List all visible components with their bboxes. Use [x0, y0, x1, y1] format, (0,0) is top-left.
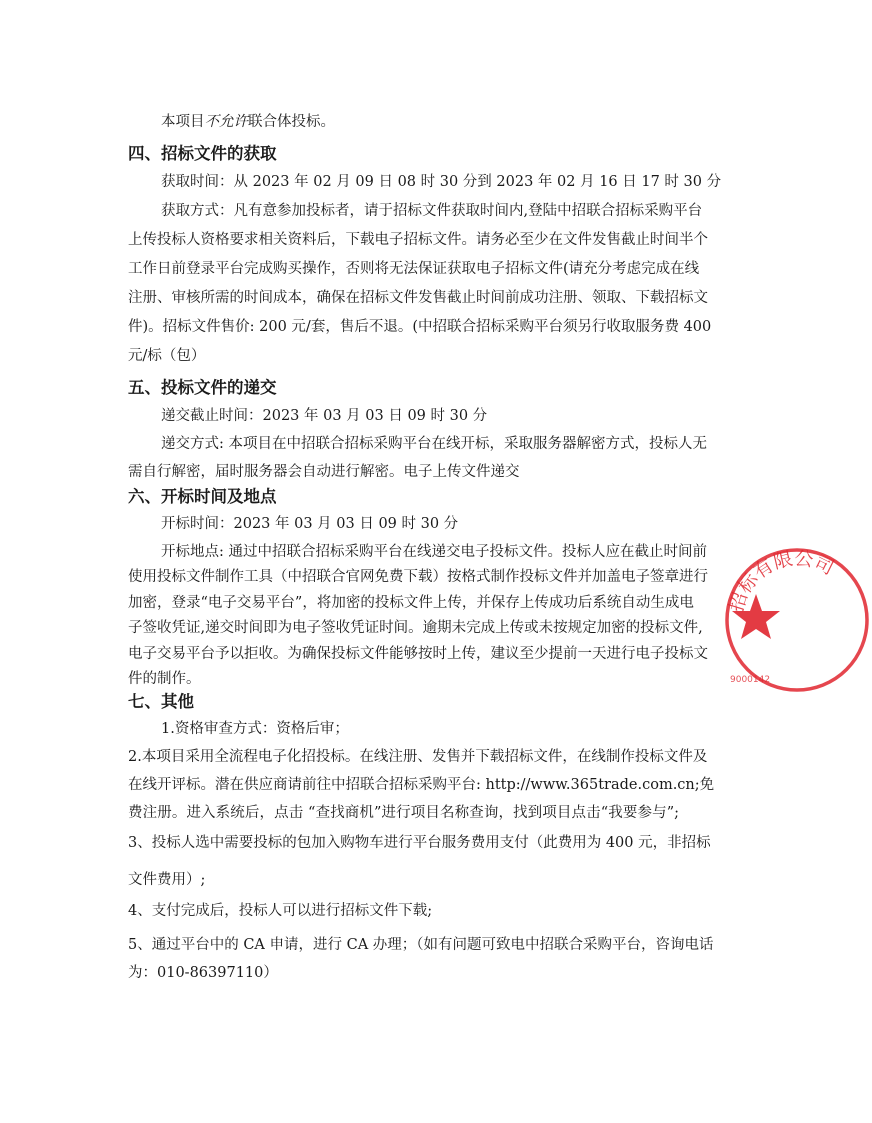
section-6-heading: 六、开标时间及地点: [128, 487, 277, 506]
company-seal: [722, 545, 838, 695]
section-7-item-1: 1.资格审查方式：资格后审；: [161, 721, 349, 737]
section-7-item-3-line: 文件费用）;: [128, 872, 206, 888]
section-6-place-line: 使用投标文件制作工具（中招联合官网免费下载）按格式制作投标文件并加盖电子签章进行: [128, 569, 708, 585]
section-7-item-5-line: 为：010-86397110）: [128, 965, 278, 981]
seal-number: 9000142: [730, 675, 771, 685]
section-7-item-3-line: 3、投标人选中需要投标的包加入购物车进行平台服务费用支付（此费用为 400 元，非招标: [128, 835, 711, 851]
section-4-method-line: 工作日前登录平台完成购买操作，否则将无法保证获取电子招标文件(请充分考虑完成在线: [128, 261, 700, 277]
section-4-method-line: 获取方式：凡有意参加投标者，请于招标文件获取时间内,登陆中招联合招标采购平台: [161, 203, 703, 219]
section-4-heading: 四、招标文件的获取: [128, 144, 277, 163]
section-4-method-line: 元/标（包）: [128, 348, 206, 364]
section-4-time-line: 获取时间：从 2023 年 02 月 09 日 08 时 30 分到 2023 年 02 月 16 日 17 时 30 分: [161, 174, 722, 190]
section-6-place-line: 件的制作。: [128, 671, 201, 687]
section-6-place-line: 开标地点: 通过中招联合招标采购平台在线递交电子投标文件。投标人应在截止时间前: [161, 544, 707, 560]
section-6-place-line: 电子交易平台予以拒收。为确保投标文件能够按时上传，建议至少提前一天进行电子投标文: [128, 646, 708, 662]
section-6-place-line: 子签收凭证,递交时间即为电子签收凭证时间。逾期未完成上传或未按规定加密的投标文件,: [128, 620, 703, 636]
section-7-item-2-line: 费注册。进入系统后，点击 “查找商机”进行项目名称查询，找到项目点击“我要参与”;: [128, 805, 679, 821]
section-7-heading: 七、其他: [128, 692, 194, 711]
section-5-method-line: 递交方式: 本项目在中招联合招标采购平台在线开标，采取服务器解密方式，投标人无: [161, 436, 707, 452]
section-6-time-line: 开标时间：2023 年 03 月 03 日 09 时 30 分: [161, 516, 459, 532]
section-7-item-2-line: 2.本项目采用全流程电子化招投标。在线注册、发售并下载招标文件，在线制作投标文件及: [128, 749, 708, 765]
section-6-place-line: 加密，登录“电子交易平台”，将加密的投标文件上传，并保存上传成功后系统自动生成电: [128, 595, 694, 611]
section-4-method-line: 件)。招标文件售价: 200 元/套，售后不退。(中招联合招标采购平台须另行收取服务费 400: [128, 319, 712, 335]
section-3-tail-line: 本项目不允许联合体投标。: [161, 114, 335, 130]
section-7-item-2-line: 在线开评标。潜在供应商请前往中招联合招标采购平台: http://www.365trade.com.cn;免: [128, 777, 715, 793]
section-7-item-5-line: 5、通过平台中的 CA 申请，进行 CA 办理；（如有问题可致电中招联合采购平台，咨询电话: [128, 937, 714, 953]
seal-graphic: [722, 545, 872, 695]
section-5-heading: 五、投标文件的递交: [128, 378, 277, 397]
section-4-method-line: 注册、审核所需的时间成本，确保在招标文件发售截止时间前成功注册、领取、下载招标文: [128, 290, 708, 306]
section-4-method-line: 上传投标人资格要求相关资料后，下载电子招标文件。请务必至少在文件发售截止时间半个: [128, 232, 708, 248]
seal-text: 招标有限公司: [725, 547, 838, 615]
section-5-method-line: 需自行解密，届时服务器会自动进行解密。电子上传文件递交: [128, 464, 520, 480]
section-5-deadline-line: 递交截止时间：2023 年 03 月 03 日 09 时 30 分: [161, 408, 488, 424]
section-7-item-4: 4、支付完成后，投标人可以进行招标文件下载;: [128, 903, 433, 919]
